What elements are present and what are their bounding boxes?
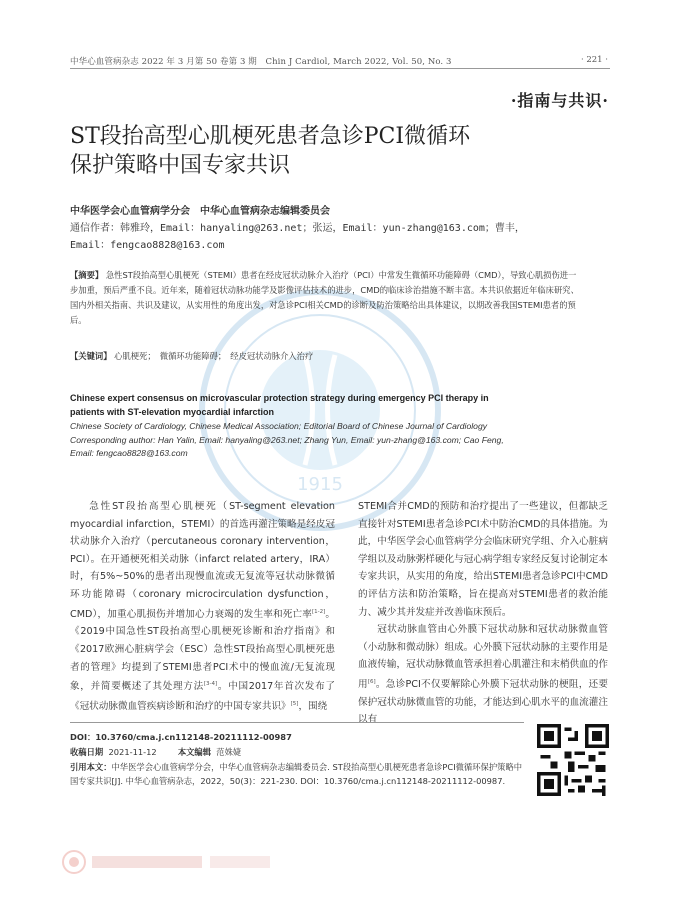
citation[interactable]: [5] [290, 700, 299, 707]
qr-code[interactable] [537, 724, 609, 796]
page-number: · 221 · [580, 55, 608, 65]
author-organizations: 中华医学会心血管病学分会 中华心血管病杂志编辑委员会 [70, 206, 330, 217]
article-title [70, 122, 530, 180]
keywords-cn [70, 350, 580, 362]
abstract-label: 【摘要】 [70, 270, 104, 280]
correspondence-line-2: Email：fengcao8828@163.com [70, 240, 225, 251]
keywords-label: 【关键词】 [70, 351, 112, 361]
citation-note: 引用本文：中华医学会心血管病学分会，中华心血管病杂志编辑委员会. ST段抬高型心肌梗死患者急诊PCI微循环保护策略中国专家共识[J]. 中华心血管病杂志，2022，50(3)：221-230. DOI：10.3760/cma.j.cn112148-20211112-00987. [70, 761, 523, 787]
english-orgs: Chinese Society of Cardiology, Chinese Medical Association; Editorial Board of Chinese Journal of Cardiology [70, 421, 488, 431]
article-footer [70, 730, 525, 789]
seal-year: 1915 [297, 474, 343, 495]
body-column-right [358, 498, 608, 729]
publisher-logo [60, 848, 280, 876]
running-head: 中华心血管病杂志 2022 年 3 月第 50 卷第 3 期 Chin J Cardiol, March 2022, Vol. 50, No. 3 [70, 57, 452, 67]
correspondence-line-1: 通信作者：韩雅玲，Email：hanyaling@263.net；张运，Email：yun-zhang@163.com；曹丰， [70, 223, 525, 234]
english-correspondence: Corresponding author: Han Yalin, Email: hanyaling@263.net; Zhang Yun, Email: yun-zhang@163.com; Cao Feng, Email: fengcao8828@163.com [70, 434, 504, 458]
english-title: Chinese expert consensus on microvascular protection strategy during emergency PCI therapy in patients with ST-elevation myocardial infarction [70, 393, 489, 417]
footer-rule [70, 722, 524, 723]
keywords-text: 心肌梗死； 微循环功能障碍； 经皮冠状动脉介入治疗 [114, 351, 314, 361]
paragraph: 急性ST段抬高型心肌梗死（ST-segment elevation myocardial infarction，STEMI）的首选再灌注策略是经皮冠状动脉介入治疗（percutaneous coronary intervention，PCI）。在开通梗死相关动脉（infarct related artery，IRA）时，有5%~50%的患者出现慢血流或无复流等冠状动脉微循环功能障碍（coronary microcirculation dysfunction，CMD），加重心肌损伤并增加心力衰竭的发生率和死亡率[1-2]。《2019中国急性ST段抬高型心肌梗死诊断和治疗指南》和《2017欧洲心脏病学会（ESC）急性ST段抬高型心肌梗死患者的管理》均提到了STEMI患者PCI术中的慢血流/无复流现象，并简要概述了其处理方法[3-4]。中国2017年首次发布了《冠状动脉微血管疾病诊断和治疗的中国专家共识》[5]，围绕 [70, 501, 336, 713]
paragraph: STEMI合并CMD的预防和治疗提出了一些建议，但都缺乏直接针对STEMI患者急诊PCI术中防治CMD的具体措施。为此，中华医学会心血管病学分会临床研究学组、介入心脏病学组以及动脉粥样硬化与冠心病学组专家经反复讨论制定本专家共识，从实用的角度，给出STEMI患者急诊PCI中CMD的评估方法和防治策略，旨在提高对STEMI患者的救治能力、减少其并发症并改善临床预后。 [358, 501, 608, 618]
english-byline [70, 420, 520, 461]
section-tag: ·指南与共识· [510, 91, 609, 110]
citation[interactable]: [6] [367, 678, 376, 685]
paragraph: 冠状动脉血管由心外膜下冠状动脉和冠状动脉微血管（小动脉和微动脉）组成。心外膜下冠状动脉的主要作用是血液传输，冠状动脉微血管承担着心肌灌注和末梢供血的作用[6]。急诊PCI不仅要解除心外膜下冠状动脉的梗阻，还要保护冠状动脉微血管的功能，才能达到心肌水平的血流灌注以有 [358, 624, 608, 726]
doi[interactable]: DOI：10.3760/cma.j.cn112148-20211112-00987 [70, 732, 292, 742]
header-rule [70, 68, 610, 69]
citation[interactable]: [3-4] [203, 681, 218, 688]
body-column-left [70, 498, 335, 716]
correspondence [70, 220, 610, 254]
abstract-cn [70, 268, 580, 328]
citation[interactable]: [1-2] [311, 608, 326, 615]
title-line-2: 保护策略中国专家共识 [70, 153, 291, 178]
abstract-text: 急性ST段抬高型心肌梗死（STEMI）患者在经皮冠状动脉介入治疗（PCI）中常发生微循环功能障碍（CMD），导致心肌损伤进一步加重，预后严重不良。近年来，随着冠状动脉功能学及影像评估技术的进步，CMD的临床诊治措施不断丰富。本共识依据近年临床研究、国内外相关指南、共识及建议，从实用性的角度出发，对急诊PCI相关CMD的诊断及防治策略给出具体建议，以期改善我国STEMI患者的预后。 [70, 270, 579, 325]
title-line-1: ST段抬高型心肌梗死患者急诊PCI微循环 [70, 124, 471, 149]
dates-editor: 收稿日期 2021-11-12 本文编辑 范姝婕 [70, 746, 242, 757]
